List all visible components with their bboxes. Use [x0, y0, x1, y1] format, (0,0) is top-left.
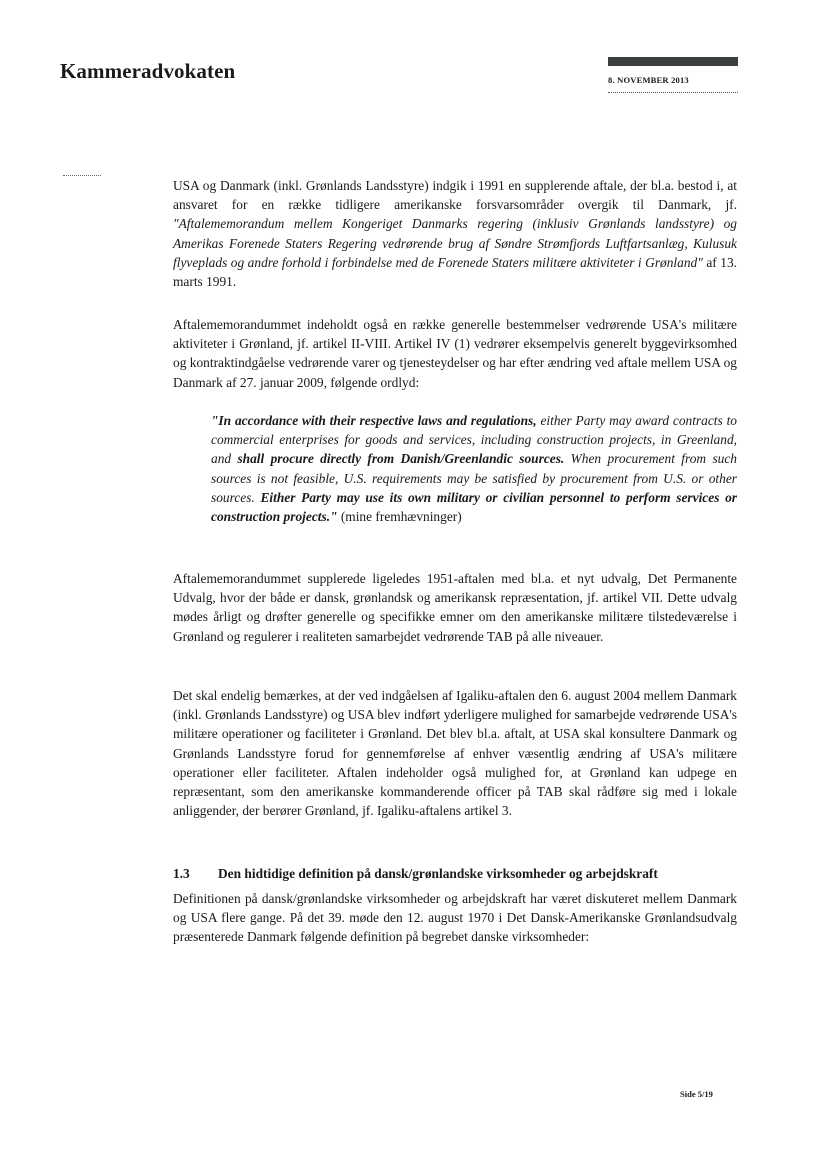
paragraph-2: [173, 315, 737, 392]
agreement-title: "Aftalememorandum mellem Kongeriget Danmarks regering (inklusiv Grønlands landsstyre) og Amerikas Forenede Staters Regering vedrørende brug af Søndre Strømfjords Luftfartsanlæg, Kulusuk flyveplads og andre forhold i forbindelse med de Forenede Staters militære aktiviteter i Grønland": [173, 216, 737, 270]
paragraph-1-text-a: USA og Danmark (inkl. Grønlands Landsstyre) indgik i 1991 en supplerende aftale, der bl.a. bestod i, at ansvaret for en række tidligere amerikanske forsvarsområder overgik til Danmark, jf.: [173, 178, 737, 213]
page-number: Side 5/19: [680, 1089, 713, 1099]
paragraph-1-text-b: af 13. marts 1991.: [173, 254, 737, 290]
paragraph-5-text: Definitionen på dansk/grønlandske virksomheder og arbejdskraft har været diskuteret mellem Danmark og USA flere gange. På det 39. møde den 12. august 1970 i Det Dansk-Amerikanske Grønlandsudvalg præsenterede Danmark følgende definition på begrebet danske virksomheder:: [173, 891, 737, 945]
margin-rule: [63, 175, 101, 176]
block-quote: [211, 411, 737, 526]
paragraph-3: [173, 569, 737, 646]
paragraph-1: [173, 176, 737, 291]
paragraph-5: [173, 889, 737, 947]
section-heading: [173, 864, 737, 883]
quote-part-4: When procurement from such sources is not feasible, U.S. requirements may be satisfied by procurement from U.S. or other sources.: [211, 451, 737, 505]
quote-part-2: either Party may award contracts to commercial enterprises for goods and services, including construction projects, in Greenland, and: [211, 413, 737, 467]
paragraph-3-text: Aftalememorandummet supplerede ligeledes 1951-aftalen med bl.a. et nyt udvalg, Det Permanente Udvalg, hvor der både er dansk, grønlandsk og amerikansk repræsentation, jf. artikel VII. Dette udvalg mødes årligt og drøfter generelle og specifikke emner om den amerikanske militære tilstedeværelse i Grønland og regulerer i realiteten samarbejdet vedrørende TAB på alle niveauer.: [173, 571, 737, 644]
date-underline: [608, 92, 738, 93]
section-title: Den hidtidige definition på dansk/grønlandske virksomheder og arbejdskraft: [218, 866, 658, 881]
quote-part-3: shall procure directly from Danish/Greenlandic sources.: [237, 451, 565, 467]
section-number: 1.3: [173, 866, 190, 881]
quote-part-5: Either Party may use its own military or civilian personnel to perform services or construction projects.": [211, 489, 738, 525]
paragraph-2-text: Aftalememorandummet indeholdt også en række generelle bestemmelser vedrørende USA's militære aktiviteter i Grønland, jf. artikel II-VIII. Artikel IV (1) vedrører eksempelvis generelt byggevirksomhed og kontraktindgåelse vedrørende varer og tjenesteydelser og har efter ændring ved aftale mellem USA og Danmark af 27. januar 2009, følgende ordlyd:: [173, 317, 737, 390]
paragraph-4: [173, 686, 737, 820]
document-date: 8. NOVEMBER 2013: [608, 75, 689, 85]
quote-note: (mine fremhævninger): [337, 509, 462, 525]
date-bar: [608, 57, 738, 66]
brand-name: Kammeradvokaten: [60, 59, 236, 83]
quote-part-1: "In accordance with their respective laws and regulations,: [211, 413, 537, 428]
paragraph-4-text: Det skal endelig bemærkes, at der ved indgåelsen af Igaliku-aftalen den 6. august 2004 mellem Danmark (inkl. Grønlands Landsstyre) og USA blev indført yderligere mulighed for samarbejde vedrørende USA's militære operationer og faciliteter i Grønland. Det blev bl.a. aftalt, at USA skal konsultere Danmark og Grønlands Landsstyre forud for gennemførelse af enhver væsentlig ændring af USA's militære operationer eller faciliteter. Aftalen indeholder også mulighed for, at Grønland kan udpege en repræsentant, som den amerikanske kommanderende officer på TAB skal rådføre sig med i lokale anliggender, der berører Grønland, jf. Igaliku-aftalens artikel 3.: [173, 688, 737, 819]
